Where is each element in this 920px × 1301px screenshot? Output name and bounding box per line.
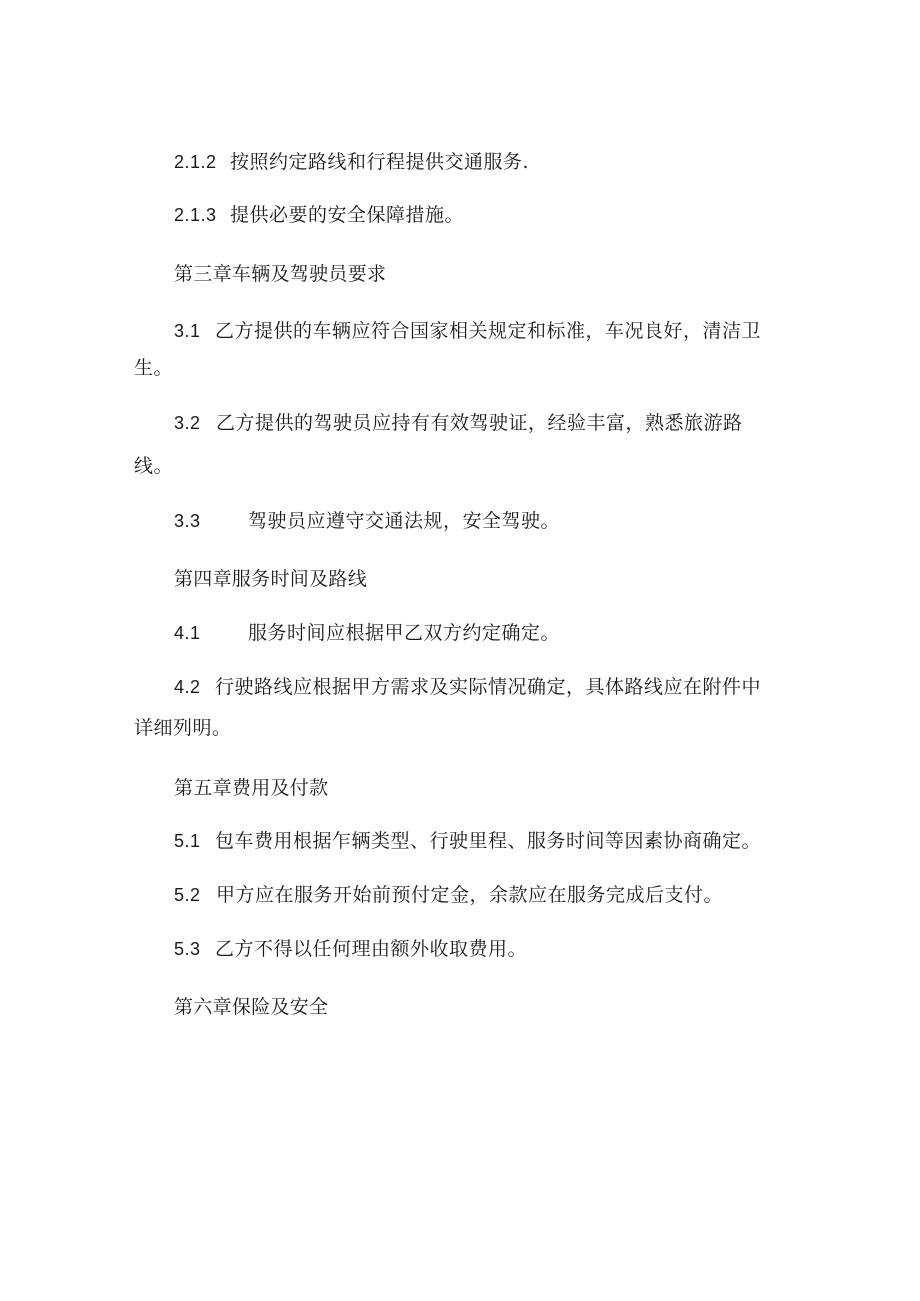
clause-text: 乙方提供的车辆应符合国家相关规定和标准，车况良好，清洁卫 [215,320,762,342]
clause-4-2 [174,675,761,699]
clause-5-2 [174,883,723,907]
clause-3-2 [174,411,743,435]
clause-number: 5.2 [174,885,201,905]
chapter-3-heading: 第三章车辆及驾驶员要求 [174,263,387,285]
clause-number: 2.1.2 [174,152,217,172]
clause-text: 行驶路线应根据甲方需求及实际情况确定，具体路线应在附件中 [215,676,762,698]
chapter-6-heading: 第六章保险及安全 [174,996,329,1018]
clause-number: 4.2 [174,677,201,697]
clause-5-1 [174,829,761,853]
chapter-4-heading: 第四章服务时间及路线 [174,568,368,590]
clause-4-1 [174,621,560,645]
clause-number: 5.3 [174,939,201,959]
clause-number: 2.1.3 [174,205,217,225]
clause-text: 乙方提供的驾驶员应持有有效驾驶证，经验丰富，熟悉旅游路 [216,412,743,434]
clause-number: 3.1 [174,321,201,341]
clause-text: 按照约定路线和行程提供交通服务. [230,151,530,173]
clause-4-2-continuation: 详细列明。 [134,717,232,739]
clause-text: 乙方不得以任何理由额外收取费用。 [215,938,528,960]
clause-5-3 [174,937,527,961]
chapter-5-heading: 第五章费用及付款 [174,777,329,799]
clause-number: 3.2 [174,413,201,433]
clause-text: 包车费用根据乍辆类型、行驶里程、服务时间等因素协商确定。 [215,830,762,852]
clause-3-2-continuation: 线。 [134,455,174,477]
clause-text: 提供必要的安全保障措施。 [230,204,465,226]
clause-number: 4.1 [174,623,201,643]
clause-number: 3.3 [174,511,201,531]
clause-3-3 [174,509,560,533]
clause-text: 甲方应在服务开始前预付定金，余款应在服务完成后支付。 [216,884,724,906]
clause-number: 5.1 [174,831,201,851]
clause-3-1 [174,319,761,343]
clause-text: 服务时间应根据甲乙双方约定确定。 [248,622,561,644]
clause-text: 驾驶员应遵守交通法规，安全驾驶。 [248,510,561,532]
clause-2-1-3 [174,203,464,227]
clause-3-1-continuation: 生。 [134,357,174,379]
clause-2-1-2 [174,150,529,174]
